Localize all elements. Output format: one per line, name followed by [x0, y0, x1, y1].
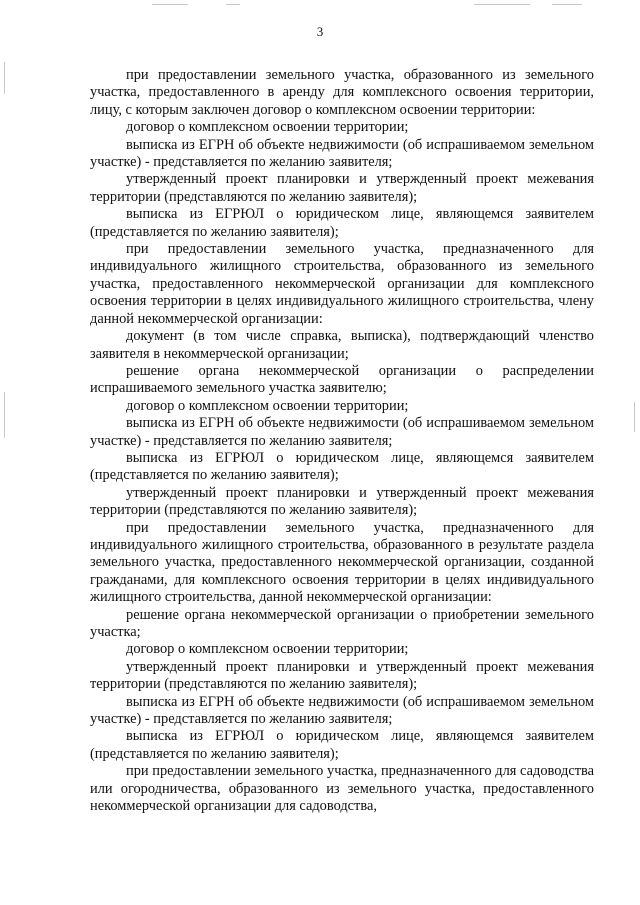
paragraph: выписка из ЕГРН об объекте недвижимости (об испрашиваемом земельном участке) - представляется по желанию заявителя;	[90, 693, 594, 728]
scan-artifact	[152, 4, 188, 5]
paragraph: утвержденный проект планировки и утвержденный проект межевания территории (представляются по желанию заявителя);	[90, 171, 594, 205]
paragraph: утвержденный проект планировки и утвержденный проект межевания территории (представляются по желанию заявителя);	[90, 658, 594, 693]
paragraph: решение органа некоммерческой организации о приобретении земельного участка;	[90, 606, 594, 640]
paragraph: решение органа некоммерческой организации о распределении испрашиваемого земельного участка заявителю;	[90, 362, 594, 397]
paragraph: при предоставлении земельного участка, образованного из земельного участка, предоставленного в аренду для комплексного освоения территории, лицу, с которым заключен договор о комплексном освоении территории:	[90, 67, 594, 118]
scan-artifact	[4, 62, 5, 94]
paragraph: выписка из ЕГРЮЛ о юридическом лице, являющемся заявителем (представляется по желанию заявителя);	[90, 206, 594, 240]
paragraph: при предоставлении земельного участка, предназначенного для индивидуального жилищного строительства, образованного из земельного участка, предоставленного некоммерческой организации для комплексного освоения территории в целях индивидуального жилищного строительства, члену данной некоммерческой организации:	[90, 241, 594, 327]
scan-artifact	[634, 402, 635, 432]
paragraph: договор о комплексном освоении территории;	[126, 397, 409, 414]
paragraph: выписка из ЕГРН об объекте недвижимости (об испрашиваемом земельном участке) - представляется по желанию заявителя;	[90, 136, 594, 171]
paragraph: выписка из ЕГРЮЛ о юридическом лице, являющемся заявителем (представляется по желанию заявителя);	[90, 728, 594, 762]
paragraph: договор о комплексном освоении территории;	[126, 641, 409, 658]
scan-artifact	[4, 392, 5, 438]
scan-artifact	[552, 4, 582, 5]
scan-artifact	[226, 4, 240, 5]
paragraph: выписка из ЕГРН об объекте недвижимости (об испрашиваемом земельном участке) - представляется по желанию заявителя;	[90, 415, 594, 449]
paragraph: утвержденный проект планировки и утвержденный проект межевания территории (представляются по желанию заявителя);	[90, 484, 594, 519]
paragraph: договор о комплексном освоении территории;	[126, 119, 409, 136]
paragraph: при предоставлении земельного участка, предназначенного для садоводства или огородничества, образованного из земельного участка, предоставленного некоммерческой организации для садоводства,	[90, 763, 594, 815]
scan-artifact	[474, 4, 530, 5]
paragraph: при предоставлении земельного участка, предназначенного для индивидуального жилищного строительства, образованного в результате раздела земельного участка, предоставленного некоммерческой организации, созданной гражданами, для комплексного освоения территории в целях индивидуального жилищного строительства, данной некоммерческой организации:	[90, 519, 594, 606]
document-body	[90, 67, 594, 815]
paragraph: выписка из ЕГРЮЛ о юридическом лице, являющемся заявителем (представляется по желанию заявителя);	[90, 449, 594, 484]
paragraph: документ (в том числе справка, выписка), подтверждающий членство заявителя в некоммерческой организации;	[90, 328, 594, 362]
page-number: 3	[316, 24, 324, 39]
